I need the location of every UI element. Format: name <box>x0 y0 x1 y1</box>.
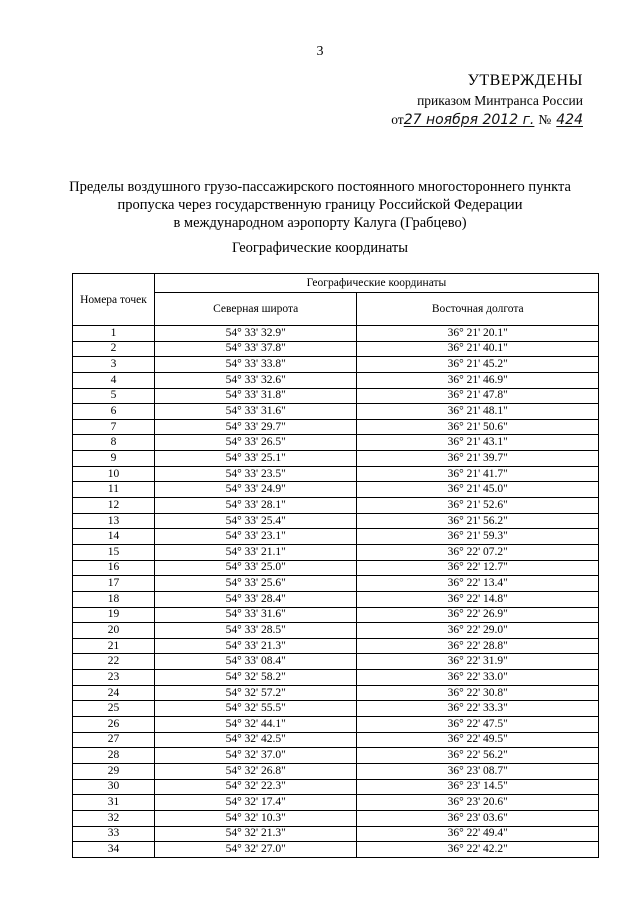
point-number-cell: 29 <box>73 763 155 779</box>
latitude-cell: 54° 32' 22.3" <box>154 779 357 795</box>
point-number-cell: 18 <box>73 591 155 607</box>
point-number-cell: 5 <box>73 388 155 404</box>
latitude-cell: 54° 33' 31.8" <box>154 388 357 404</box>
point-number-cell: 13 <box>73 513 155 529</box>
approval-stamp <box>391 72 583 128</box>
table-body <box>73 326 599 858</box>
longitude-cell: 36° 22' 07.2" <box>357 544 599 560</box>
latitude-cell: 54° 33' 26.5" <box>154 435 357 451</box>
table-row <box>73 717 599 733</box>
longitude-cell: 36° 21' 41.7" <box>357 466 599 482</box>
order-from-label: от <box>391 112 404 127</box>
longitude-cell: 36° 22' 12.7" <box>357 560 599 576</box>
point-number-cell: 14 <box>73 529 155 545</box>
longitude-cell: 36° 21' 52.6" <box>357 498 599 514</box>
coordinates-table <box>72 273 599 858</box>
title-line-3: в международном аэропорту Калуга (Грабцево) <box>173 215 467 231</box>
point-number-cell: 23 <box>73 670 155 686</box>
longitude-cell: 36° 22' 56.2" <box>357 748 599 764</box>
point-number-cell: 25 <box>73 701 155 717</box>
title-line-1: Пределы воздушного грузо-пассажирского постоянного многостороннего пункта <box>69 179 571 195</box>
table-row <box>73 623 599 639</box>
longitude-cell: 36° 22' 29.0" <box>357 623 599 639</box>
point-number-cell: 6 <box>73 404 155 420</box>
latitude-cell: 54° 33' 24.9" <box>154 482 357 498</box>
subheading: Географические координаты <box>231 240 409 256</box>
table-row <box>73 654 599 670</box>
longitude-cell: 36° 21' 59.3" <box>357 529 599 545</box>
point-number-cell: 9 <box>73 451 155 467</box>
point-number-cell: 2 <box>73 341 155 357</box>
longitude-cell: 36° 21' 45.2" <box>357 357 599 373</box>
point-number-cell: 22 <box>73 654 155 670</box>
latitude-cell: 54° 33' 25.6" <box>154 576 357 592</box>
point-number-cell: 26 <box>73 717 155 733</box>
point-number-cell: 7 <box>73 419 155 435</box>
point-number-cell: 24 <box>73 685 155 701</box>
table-row <box>73 810 599 826</box>
longitude-cell: 36° 21' 50.6" <box>357 419 599 435</box>
table-row <box>73 513 599 529</box>
longitude-cell: 36° 23' 20.6" <box>357 795 599 811</box>
latitude-cell: 54° 33' 23.1" <box>154 529 357 545</box>
longitude-cell: 36° 22' 49.4" <box>357 826 599 842</box>
latitude-cell: 54° 33' 28.4" <box>154 591 357 607</box>
table-row <box>73 341 599 357</box>
document-title <box>0 178 640 232</box>
order-number-label: № <box>538 112 552 127</box>
longitude-cell: 36° 22' 42.2" <box>357 842 599 858</box>
point-number-cell: 11 <box>73 482 155 498</box>
latitude-cell: 54° 32' 21.3" <box>154 826 357 842</box>
table-row <box>73 685 599 701</box>
point-number-cell: 19 <box>73 607 155 623</box>
table-row <box>73 357 599 373</box>
latitude-cell: 54° 33' 08.4" <box>154 654 357 670</box>
longitude-cell: 36° 23' 14.5" <box>357 779 599 795</box>
longitude-cell: 36° 22' 49.5" <box>357 732 599 748</box>
longitude-cell: 36° 22' 28.8" <box>357 638 599 654</box>
table-row <box>73 795 599 811</box>
latitude-cell: 54° 32' 57.2" <box>154 685 357 701</box>
table-row <box>73 763 599 779</box>
table-row <box>73 701 599 717</box>
latitude-cell: 54° 33' 21.3" <box>154 638 357 654</box>
longitude-cell: 36° 21' 46.9" <box>357 372 599 388</box>
table-row <box>73 544 599 560</box>
longitude-cell: 36° 21' 43.1" <box>357 435 599 451</box>
table-row <box>73 466 599 482</box>
col-header-points: Номера точек <box>73 274 155 326</box>
title-line-2: пропуска через государственную границу Российской Федерации <box>117 197 523 213</box>
longitude-cell: 36° 22' 33.0" <box>357 670 599 686</box>
latitude-cell: 54° 33' 31.6" <box>154 607 357 623</box>
point-number-cell: 15 <box>73 544 155 560</box>
point-number-cell: 32 <box>73 810 155 826</box>
table-row <box>73 529 599 545</box>
latitude-cell: 54° 33' 29.7" <box>154 419 357 435</box>
longitude-cell: 36° 22' 30.8" <box>357 685 599 701</box>
latitude-cell: 54° 33' 31.6" <box>154 404 357 420</box>
table-row <box>73 560 599 576</box>
longitude-cell: 36° 21' 39.7" <box>357 451 599 467</box>
longitude-cell: 36° 21' 45.0" <box>357 482 599 498</box>
latitude-cell: 54° 33' 37.8" <box>154 341 357 357</box>
latitude-cell: 54° 32' 26.8" <box>154 763 357 779</box>
latitude-cell: 54° 33' 28.1" <box>154 498 357 514</box>
table-row <box>73 576 599 592</box>
longitude-cell: 36° 21' 20.1" <box>357 326 599 342</box>
latitude-cell: 54° 32' 55.5" <box>154 701 357 717</box>
table-row <box>73 748 599 764</box>
table-row <box>73 372 599 388</box>
table-row <box>73 591 599 607</box>
longitude-cell: 36° 21' 40.1" <box>357 341 599 357</box>
latitude-cell: 54° 32' 42.5" <box>154 732 357 748</box>
point-number-cell: 21 <box>73 638 155 654</box>
latitude-cell: 54° 32' 27.0" <box>154 842 357 858</box>
latitude-cell: 54° 32' 17.4" <box>154 795 357 811</box>
handwritten-date: 27 ноября 2012 г. <box>403 112 535 128</box>
point-number-cell: 17 <box>73 576 155 592</box>
point-number-cell: 16 <box>73 560 155 576</box>
table-row <box>73 435 599 451</box>
point-number-cell: 10 <box>73 466 155 482</box>
table-row <box>73 419 599 435</box>
latitude-cell: 54° 33' 28.5" <box>154 623 357 639</box>
latitude-cell: 54° 33' 21.1" <box>154 544 357 560</box>
table-row <box>73 732 599 748</box>
latitude-cell: 54° 33' 32.6" <box>154 372 357 388</box>
longitude-cell: 36° 22' 31.9" <box>357 654 599 670</box>
order-reference <box>391 112 583 128</box>
latitude-cell: 54° 32' 44.1" <box>154 717 357 733</box>
latitude-cell: 54° 33' 25.4" <box>154 513 357 529</box>
point-number-cell: 28 <box>73 748 155 764</box>
latitude-cell: 54° 32' 58.2" <box>154 670 357 686</box>
point-number-cell: 8 <box>73 435 155 451</box>
approval-title: УТВЕРЖДЕНЫ <box>467 72 583 89</box>
latitude-cell: 54° 32' 37.0" <box>154 748 357 764</box>
point-number-cell: 30 <box>73 779 155 795</box>
latitude-cell: 54° 32' 10.3" <box>154 810 357 826</box>
longitude-cell: 36° 23' 08.7" <box>357 763 599 779</box>
point-number-cell: 12 <box>73 498 155 514</box>
point-number-cell: 20 <box>73 623 155 639</box>
table-row <box>73 498 599 514</box>
table-row <box>73 670 599 686</box>
point-number-cell: 31 <box>73 795 155 811</box>
longitude-cell: 36° 22' 33.3" <box>357 701 599 717</box>
page-number: 3 <box>316 44 324 59</box>
point-number-cell: 27 <box>73 732 155 748</box>
longitude-cell: 36° 22' 13.4" <box>357 576 599 592</box>
col-header-longitude: Восточная долгота <box>357 293 599 326</box>
approval-line: приказом Минтранса России <box>417 93 583 108</box>
table-row <box>73 326 599 342</box>
latitude-cell: 54° 33' 23.5" <box>154 466 357 482</box>
point-number-cell: 1 <box>73 326 155 342</box>
table-row <box>73 607 599 623</box>
table-row <box>73 404 599 420</box>
point-number-cell: 34 <box>73 842 155 858</box>
table-row <box>73 779 599 795</box>
latitude-cell: 54° 33' 25.1" <box>154 451 357 467</box>
col-header-group: Географические координаты <box>154 274 598 293</box>
table-row <box>73 842 599 858</box>
longitude-cell: 36° 21' 48.1" <box>357 404 599 420</box>
latitude-cell: 54° 33' 25.0" <box>154 560 357 576</box>
point-number-cell: 3 <box>73 357 155 373</box>
longitude-cell: 36° 23' 03.6" <box>357 810 599 826</box>
handwritten-number: 424 <box>556 112 583 128</box>
table-row <box>73 826 599 842</box>
longitude-cell: 36° 22' 14.8" <box>357 591 599 607</box>
col-header-latitude: Северная широта <box>154 293 357 326</box>
longitude-cell: 36° 22' 26.9" <box>357 607 599 623</box>
table-row <box>73 482 599 498</box>
longitude-cell: 36° 21' 47.8" <box>357 388 599 404</box>
table-row <box>73 638 599 654</box>
longitude-cell: 36° 22' 47.5" <box>357 717 599 733</box>
latitude-cell: 54° 33' 33.8" <box>154 357 357 373</box>
table-row <box>73 451 599 467</box>
latitude-cell: 54° 33' 32.9" <box>154 326 357 342</box>
longitude-cell: 36° 21' 56.2" <box>357 513 599 529</box>
point-number-cell: 33 <box>73 826 155 842</box>
point-number-cell: 4 <box>73 372 155 388</box>
table-row <box>73 388 599 404</box>
